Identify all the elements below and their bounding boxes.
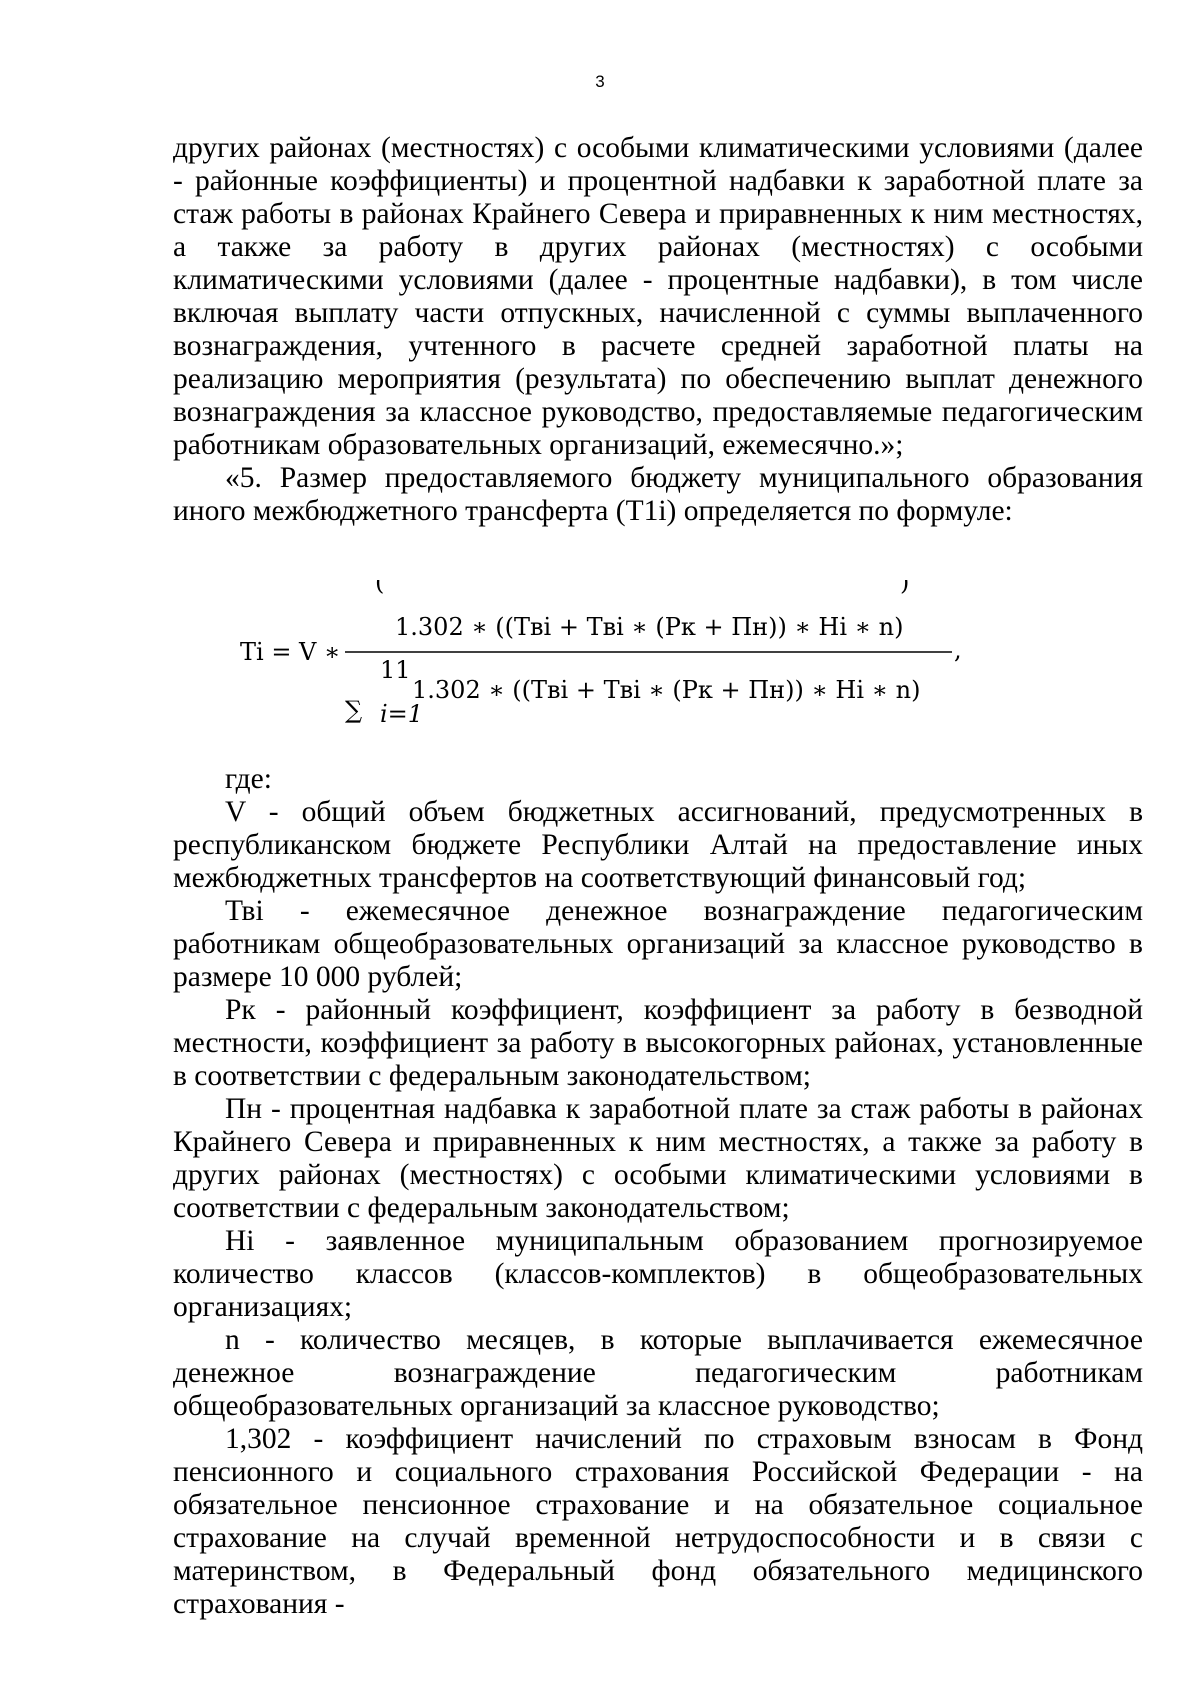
formula-comma: , xyxy=(954,636,962,664)
definition-item: V - общий объем бюджетных ассигнований, предусмотренных в республиканском бюджете Республики Алтай на предоставление иных межбюджетных трансфертов на соответствующий финансовый год; xyxy=(173,796,1143,894)
numerator-open-paren: ( xyxy=(375,580,385,596)
definition-item: 1,302 - коэффициент начислений по страховым взносам в Фонд пенсионного и социального страхования Российской Федерации - на обязательное пенсионное страхование и на обязательное социальное страхование на случай временной нетрудоспособности и в связи с материнством, в Федеральный фонд обязательного медицинского страхования - xyxy=(173,1423,1143,1620)
numerator-close-paren: ) xyxy=(900,580,910,596)
definition-item: n - количество месяцев, в которые выплачивается ежемесячное денежное вознаграждение педагогическим работникам общеобразовательных организаций за классное руководство; xyxy=(173,1324,1143,1422)
where-label: где: xyxy=(225,763,272,795)
sum-symbol: ∑ xyxy=(345,696,363,724)
definitions xyxy=(173,763,1143,1621)
formula-denominator: 1.302 ∗ ((Твi + Твi ∗ (Рк + Пн)) ∗ Нi ∗ n) xyxy=(412,676,921,704)
sum-upper-limit: 11 xyxy=(380,656,411,684)
sum-lower-limit: i=1 xyxy=(380,700,424,728)
formula-lhs: Ti = V ∗ xyxy=(240,638,341,666)
paragraph-continuation: других районах (местностях) с особыми климатическими условиями (далее - районные коэффициенты) и процентной надбавки к заработной плате за стаж работы в районах Крайнего Севера и приравненных к ним местностях, а также за работу в других районах (местностях) с особыми климатическими условиями (далее - процентные надбавки), в том числе включая выплату части отпускных, начисленной с суммы выплаченного вознаграждения, учтенного в расчете средней заработной платы на реализацию мероприятия (результата) по обеспечению выплат денежного вознаграждения за классное руководство, предоставляемые педагогическим работникам образовательных организаций, ежемесячно.»; xyxy=(173,132,1143,461)
formula-numerator: 1.302 ∗ ((Твi + Твi ∗ (Рк + Пн)) ∗ Нi ∗ n) xyxy=(395,613,904,641)
formula-svg xyxy=(240,580,1060,730)
definition-item: Пн - процентная надбавка к заработной плате за стаж работы в районах Крайнего Севера и приравненных к ним местностях, а также за работу в других районах (местностях) с особыми климатическими условиями в соответствии с федеральным законодательством; xyxy=(173,1093,1143,1224)
formula xyxy=(240,580,1060,730)
page-number: 3 xyxy=(595,72,605,91)
intro-text xyxy=(173,132,1143,528)
definition-item: Нi - заявленное муниципальным образованием прогнозируемое количество классов (классов-комплектов) в общеобразовательных организациях; xyxy=(173,1225,1143,1323)
definition-item: Твi - ежемесячное денежное вознаграждение педагогическим работникам общеобразовательных организаций за классное руководство в размере 10 000 рублей; xyxy=(173,895,1143,993)
definition-item: Рк - районный коэффициент, коэффициент за работу в безводной местности, коэффициент за работу в высокогорных районах, установленные в соответствии с федеральным законодательством; xyxy=(173,994,1143,1092)
paragraph-item-5: «5. Размер предоставляемого бюджету муниципального образования иного межбюджетного трансферта (Т1i) определяется по формуле: xyxy=(173,462,1143,527)
